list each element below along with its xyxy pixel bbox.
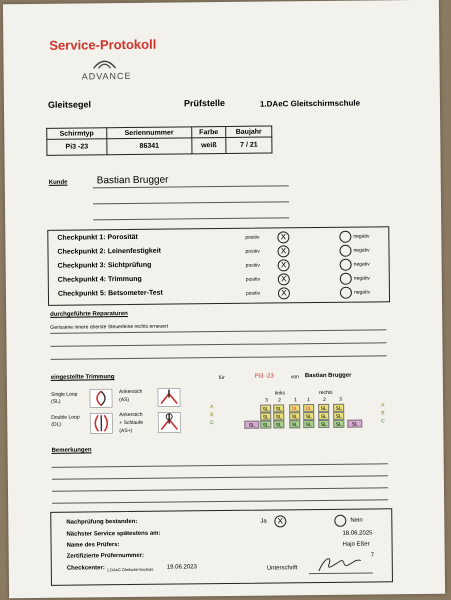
trim-cell: SL [303, 412, 314, 420]
trim-cell: SL [273, 404, 284, 412]
value-farbe: weiß [192, 137, 226, 153]
header-farbe: Farbe [192, 126, 226, 137]
col-label: 2 [323, 396, 326, 403]
page-title: Service-Protokoll [49, 36, 157, 53]
trim-cell: SL [318, 420, 329, 428]
links-label: links [274, 390, 286, 397]
kunde-label: Kunde [48, 179, 68, 186]
trim-cell: SL [303, 420, 314, 428]
ja-label: Ja [260, 518, 267, 525]
trim-cell: SL [289, 412, 300, 420]
checkpoint-label: Checkpunkt 2: Leinenfestigkeit [57, 247, 162, 256]
trim-cell: SL [289, 420, 300, 428]
advance-logo-icon [91, 57, 117, 69]
trim-cell: SL [273, 420, 284, 428]
trimmung-fuer: für [218, 374, 225, 382]
header-seriennummer: Seriennummer [107, 127, 192, 139]
product-type: Gleitsegel [47, 99, 92, 110]
checkcenter-label: Checkcenter: [66, 565, 105, 572]
negativ-label: negativ [353, 261, 370, 268]
ankerstich-plus-abbr: (AS+) [119, 427, 133, 435]
value-baujahr: 7 / 21 [226, 137, 272, 153]
positiv-checkbox[interactable]: X [278, 273, 290, 285]
positiv-checkbox[interactable]: X [278, 259, 290, 271]
header-baujahr: Baujahr [226, 126, 272, 137]
header-schirmtyp: Schirmtyp [47, 128, 107, 140]
kunde-value: Bastian Brugger [96, 174, 169, 187]
rechts-label: rechts [318, 389, 333, 397]
positiv-label: positiv [245, 290, 261, 297]
ankerstich-plus-label: Ankerstich [119, 411, 143, 419]
col-label: 1 [294, 397, 297, 404]
checkcenter-name: 1.DAeC Gleitschirmschule [106, 566, 154, 573]
checkcenter-date: 19.06.2023 [166, 564, 197, 571]
col-label: 3 [339, 396, 342, 403]
row-label-a: A [210, 404, 214, 411]
pruefer-name-value: Hajo Eßer [342, 541, 370, 548]
trim-cell: SL [318, 404, 329, 412]
single-loop-abbr: (SL) [51, 398, 61, 405]
negativ-checkbox[interactable] [339, 245, 351, 257]
service-protocol-sheet [3, 0, 445, 598]
trimmung-label: eingestellte Trimmung [50, 374, 115, 381]
checkpoint-label: Checkpunkt 4: Trimmung [57, 275, 142, 284]
value-seriennummer: 86341 [107, 138, 192, 155]
ankerstich-plus-b: + Schlaufe [119, 419, 144, 427]
pruefstelle-label: Prüfstelle [183, 97, 226, 109]
negativ-label: negativ [353, 275, 370, 282]
unterschrift-label: Unterschrift [266, 565, 298, 572]
naechster-value: 18.06.2025 [342, 530, 373, 537]
col-label: 1 [307, 397, 310, 404]
trim-cell: SL [333, 420, 344, 428]
ankerstich-plus-icon [157, 411, 181, 433]
nachpruefung-label: Nachprüfung bestanden: [66, 518, 138, 526]
ankerstich-icon [157, 387, 181, 407]
trim-cell: SL [260, 421, 271, 429]
pruefernummer-value: 7 [370, 552, 375, 559]
col-label: 3 [265, 397, 268, 404]
negativ-label: negativ [353, 289, 371, 296]
positiv-label: positiv [245, 248, 260, 255]
row-label-c: C [210, 420, 214, 427]
checkpoint-label: Checkpunkt 1: Porosität [57, 233, 138, 242]
trim-cell: DL [289, 404, 300, 412]
row-label-a-right: A [381, 402, 385, 409]
single-loop-icon [89, 388, 113, 408]
negativ-checkbox[interactable] [340, 259, 352, 271]
positiv-label: positiv [245, 262, 260, 269]
checkpoint-list [57, 229, 388, 302]
trim-cell: DL [303, 404, 314, 412]
naechster-label: Nächster Service spätestens am: [66, 530, 161, 538]
nein-checkbox[interactable] [334, 515, 346, 527]
pruefernummer-label: Zertifizierte Prüfernummer: [66, 552, 145, 560]
row-label-b: B [210, 412, 214, 419]
checkpoint-label: Checkpunkt 3: Sichtprüfung [57, 261, 152, 270]
single-loop-label: Single Loop [50, 391, 78, 398]
positiv-label: positiv [245, 234, 260, 241]
trimmung-name: Bastian Brugger [304, 372, 352, 380]
checkpoint-label: Checkpunkt 5: Betsometer-Test [57, 289, 163, 298]
ankerstich-abbr: (AS) [119, 396, 130, 404]
positiv-label: positiv [245, 276, 261, 283]
row-label-c-right: C [381, 418, 385, 425]
trim-cell: SL [273, 412, 284, 420]
positiv-checkbox[interactable]: X [277, 245, 289, 257]
bemerkungen-label: Bemerkungen [51, 447, 92, 454]
ankerstich-label: Ankerstich [118, 388, 143, 396]
pruefstelle-name: 1.DAeC Gleitschirmschule [259, 98, 361, 109]
value-schirmtyp: Pi3 -23 [47, 139, 107, 156]
trim-cell: SL [260, 413, 271, 421]
double-loop-icon [89, 412, 113, 434]
col-label: 2 [278, 397, 281, 404]
glider-table [46, 125, 272, 155]
row-label-b-right: B [381, 410, 385, 417]
negativ-checkbox[interactable] [339, 231, 351, 243]
trim-cell: SL [347, 420, 362, 428]
trim-cell: SL [260, 405, 271, 413]
trim-cell: SL [244, 421, 259, 429]
reparaturen-text: Gerissene innere oberste Steuerleine rechts erneuert [50, 323, 169, 331]
reparaturen-label: durchgeführte Reparaturen [50, 311, 128, 318]
negativ-label: negativ [353, 233, 370, 240]
trim-cell: SL [333, 412, 344, 420]
negativ-checkbox[interactable] [340, 287, 352, 299]
double-loop-abbr: (DL) [51, 421, 62, 428]
double-loop-label: Double Loop [51, 414, 80, 421]
nein-label: Nein [350, 517, 363, 524]
positiv-checkbox[interactable]: X [277, 231, 289, 243]
ja-checkbox[interactable]: X [274, 515, 286, 527]
trim-cell: SL [318, 412, 329, 420]
trimmung-model: Pi3 -23 [254, 373, 274, 380]
trimmung-von: von [290, 374, 299, 381]
brand-name: ADVANCE [81, 70, 132, 82]
negativ-checkbox[interactable] [340, 273, 352, 285]
pruefer-name-label: Name des Prüfers: [66, 542, 120, 549]
negativ-label: negativ [353, 247, 370, 254]
positiv-checkbox[interactable]: X [278, 287, 290, 299]
trim-cell: SL [333, 404, 344, 412]
